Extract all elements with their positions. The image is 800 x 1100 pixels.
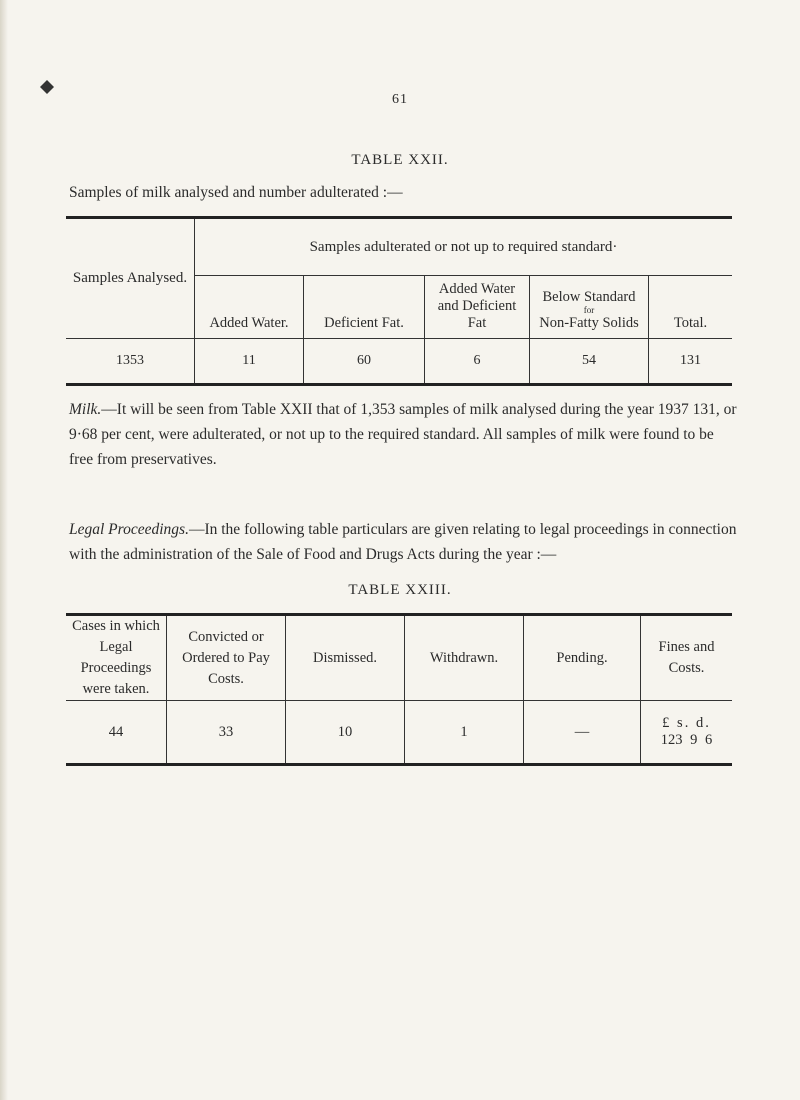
samples-analysed-header: Samples Analysed. [66,218,195,339]
milk-text: —It will be seen from Table XXII that of 1,353 samples of milk analysed during the year 1937 131, or 9·68 per cent, were adulterated, or not up to the required standard. All samples of milk were found to be free from preservatives. [69,401,737,468]
col-cases-taken: Cases in which Legal Proceedings were taken. [72,618,160,697]
table-xxiii [66,613,732,766]
col-added-water-deficient-fat: Added Water and Deficient Fat [425,276,530,339]
table-xxii-caption: Samples of milk analysed and number adulterated :— [69,184,403,201]
below-standard-label: Below Standard [542,289,636,305]
cell-below-standard: 54 [530,339,649,385]
cell-fines-costs [641,701,733,765]
col-convicted: Convicted or Ordered to Pay Costs. [167,615,286,701]
below-standard-for: for [583,305,595,315]
col-withdrawn: Withdrawn. [405,615,524,701]
cell-total: 131 [649,339,733,385]
fines-values: 123 9 6 [660,732,713,748]
milk-paragraph [69,397,737,472]
table-xxiii-title: TABLE XXIII. [348,582,452,598]
table-xxii-title: TABLE XXII. [351,152,449,168]
col-total: Total. [649,276,733,339]
milk-lead-in: Milk. [69,401,102,418]
table-xxii [66,216,732,386]
cell-cases-taken: 44 [66,701,167,765]
cell-withdrawn: 1 [405,701,524,765]
table-row [66,701,732,765]
col-dismissed: Dismissed. [286,615,405,701]
cell-deficient-fat: 60 [304,339,425,385]
cell-dismissed: 10 [286,701,405,765]
col-added-water: Added Water. [209,315,289,331]
legal-proceedings-paragraph [69,517,737,567]
cell-added-water-deficient-fat: 6 [425,339,530,385]
col-pending: Pending. [524,615,641,701]
table-row [66,339,732,385]
col-deficient-fat: Deficient Fat. [304,276,425,339]
cell-convicted: 33 [167,701,286,765]
fines-units: £ s. d. [662,715,711,731]
cell-pending: — [524,701,641,765]
cell-samples-analysed: 1353 [66,339,195,385]
legal-lead-in: Legal Proceedings. [69,521,189,538]
cell-added-water: 11 [195,339,304,385]
col-fines-costs: Fines and Costs. [641,615,733,701]
adulterated-group-header: Samples adulterated or not up to required standard· [195,218,733,276]
below-standard-tail: Non-Fatty Solids [539,315,639,331]
col-below-standard [530,276,649,339]
legal-text: —In the following table particulars are given relating to legal proceedings in connection with the administration of the Sale of Food and Drugs Acts during the year :— [69,521,737,563]
page-number: 61 [392,92,408,107]
